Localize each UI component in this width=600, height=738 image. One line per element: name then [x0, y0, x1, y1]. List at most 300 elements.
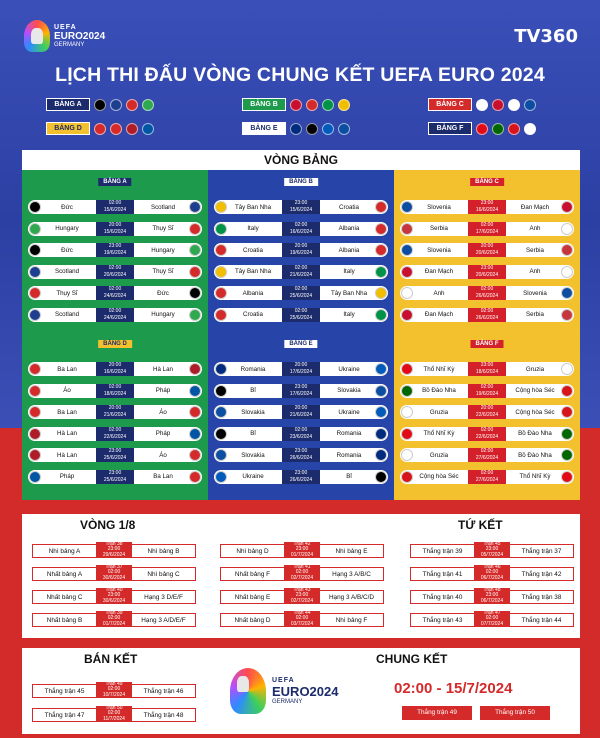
home-team: Slovakia — [241, 451, 265, 459]
away-team: Cộng hòa Séc — [515, 408, 555, 416]
knockout-match — [410, 587, 574, 604]
team-flag-icon — [561, 287, 573, 299]
euro-logo — [24, 20, 105, 52]
away-team: Đan Mạch — [520, 203, 550, 211]
match-date: 24/6/2024 — [103, 314, 127, 321]
match-date: 19/6/2024 — [289, 250, 313, 256]
home-team: Thổ Nhĩ Kỳ — [423, 365, 455, 373]
group-legend-label: BẢNG D — [46, 122, 90, 135]
away-team: Bồ Đào Nha — [518, 451, 552, 459]
away-team: Pháp — [155, 387, 171, 394]
match-number: Trận 41 — [293, 564, 311, 570]
team-left: Nhì bảng D — [236, 547, 269, 555]
team-flag-icon — [375, 266, 387, 278]
kickoff-time: 02:00 — [294, 307, 308, 314]
away-team: Pháp — [155, 430, 171, 437]
kickoff-time: 23:00 — [107, 546, 121, 553]
knockout-match — [220, 587, 384, 604]
final-team-1: Thắng trận 49 — [402, 706, 472, 720]
away-team: Slovakia — [337, 387, 361, 394]
team-flag-icon — [375, 428, 387, 440]
team-flag-icon — [215, 385, 227, 397]
match-time — [282, 405, 320, 419]
match-time — [282, 308, 320, 322]
flag-icon — [492, 99, 504, 111]
team-flag-icon — [29, 287, 41, 299]
page-title: LỊCH THI ĐẤU VÒNG CHUNG KẾT UEFA EURO 2024 — [55, 64, 545, 86]
match-date: 16/6/2024 — [475, 207, 499, 213]
home-team: Pháp — [59, 473, 75, 480]
match-date: 06/7/2024 — [480, 597, 504, 604]
team-flag-icon — [561, 385, 573, 397]
match-row — [28, 265, 202, 279]
match-time — [96, 308, 134, 322]
team-right: Thắng trận 44 — [521, 616, 562, 624]
match-date: 07/7/2024 — [480, 620, 504, 627]
match-info — [284, 565, 320, 581]
match-date: 06/7/2024 — [480, 574, 504, 581]
match-date: 19/6/2024 — [103, 250, 127, 256]
column-right — [394, 170, 580, 500]
away-team: Bồ Đào Nha — [518, 430, 552, 437]
match-info — [474, 611, 510, 627]
trophy-icon — [24, 20, 50, 52]
final-time: 02:00 - 15/7/2024 — [394, 680, 513, 697]
home-team: Slovakia — [241, 408, 265, 416]
kickoff-time: 20:00 — [294, 243, 308, 249]
team-right: Nhì bảng E — [335, 547, 368, 555]
home-team: Romania — [240, 365, 266, 373]
away-team: Tây Ban Nha — [330, 289, 368, 297]
match-time — [282, 265, 320, 279]
home-team: Hungary — [55, 225, 79, 232]
flag-icon — [322, 99, 334, 111]
match-row — [400, 384, 574, 398]
away-team: Serbia — [526, 246, 544, 254]
team-flag-icon — [375, 244, 387, 256]
away-team: Albania — [338, 246, 360, 254]
home-team: Bỉ — [250, 430, 256, 437]
match-info — [474, 588, 510, 604]
match-time — [282, 243, 320, 257]
team-right: Hạng 3 A/D/E/F — [141, 616, 186, 624]
match-date: 10/7/2024 — [102, 691, 126, 698]
away-team: Ba Lan — [153, 473, 173, 480]
kickoff-time: 23:00 — [480, 264, 494, 271]
group-stage-card — [22, 150, 580, 500]
team-right: Nhì bảng C — [147, 570, 180, 578]
kickoff-time: 23:00 — [294, 469, 308, 476]
match-time — [96, 222, 134, 236]
match-date: 16/6/2024 — [289, 228, 313, 235]
group-legend-label: BẢNG E — [242, 122, 286, 135]
match-date: 01/7/2024 — [102, 620, 126, 627]
team-flag-icon — [189, 266, 201, 278]
flag-icon — [508, 99, 520, 111]
kickoff-time: 02:00 — [485, 615, 499, 622]
away-team: Áo — [159, 408, 167, 416]
group-legend-label: BẢNG C — [428, 98, 472, 111]
logo-uefa: UEFA — [272, 677, 295, 684]
match-time — [96, 448, 134, 462]
team-flag-icon — [29, 244, 41, 256]
match-date: 18/6/2024 — [103, 390, 127, 397]
match-date: 01/7/2024 — [290, 551, 314, 558]
team-flag-icon — [561, 223, 573, 235]
match-time — [468, 265, 506, 279]
logo-euro: EURO2024 — [54, 31, 106, 42]
match-time — [468, 222, 506, 236]
match-row — [400, 243, 574, 257]
group-legend-item — [428, 122, 536, 135]
away-team: Scotland — [150, 203, 176, 211]
match-time — [468, 308, 506, 322]
team-right: Hạng 3 D/E/F — [144, 593, 183, 601]
match-date: 17/6/2024 — [289, 390, 313, 397]
kickoff-time: 23:00 — [480, 200, 494, 206]
flag-icon — [290, 123, 302, 135]
team-flag-icon — [401, 385, 413, 397]
match-row — [214, 286, 388, 300]
kickoff-time: 23:00 — [294, 200, 308, 206]
knockout-card — [22, 514, 580, 638]
knockout-match — [220, 564, 384, 581]
kickoff-time: 02:00 — [108, 383, 122, 390]
team-flag-icon — [401, 266, 413, 278]
match-row — [28, 243, 202, 257]
home-team: Scotland — [54, 311, 80, 318]
kickoff-time: 02:00 — [480, 383, 494, 390]
match-row — [28, 470, 202, 484]
team-flag-icon — [401, 244, 413, 256]
group-label: BẢNG C — [470, 178, 504, 186]
match-number: Trận 50 — [105, 705, 123, 711]
match-number: Trận 38 — [105, 541, 123, 547]
flag-icon — [306, 99, 318, 111]
kickoff-time: 02:00 — [107, 686, 121, 693]
kickoff-time: 20:00 — [480, 405, 494, 411]
match-date: 26/6/2024 — [475, 314, 499, 321]
team-flag-icon — [215, 266, 227, 278]
kickoff-time: 02:00 — [107, 569, 121, 576]
away-team: Slovenia — [523, 289, 547, 297]
match-info — [96, 542, 132, 558]
match-number: Trận 47 — [483, 610, 501, 616]
kickoff-time: 02:00 — [480, 221, 494, 228]
team-flag-icon — [189, 363, 201, 375]
team-flag-icon — [401, 223, 413, 235]
team-right: Hạng 3 A/B/C/D — [328, 593, 375, 601]
match-date: 21/6/2024 — [289, 271, 313, 278]
knockout-match — [410, 541, 574, 558]
match-time — [282, 222, 320, 236]
home-team: Ba Lan — [57, 408, 77, 416]
away-team: Croatia — [339, 203, 359, 211]
match-info — [96, 682, 132, 698]
home-team: Thụy Sĩ — [56, 289, 78, 297]
home-team: Đan Mạch — [424, 268, 454, 275]
team-flag-icon — [215, 449, 227, 461]
kickoff-time: 02:00 — [480, 469, 494, 476]
team-right: Thắng trận 37 — [521, 547, 562, 555]
team-left: Nhất bảng A — [46, 570, 83, 578]
kickoff-time: 23:00 — [107, 592, 121, 599]
match-info — [474, 542, 510, 558]
match-date: 22/6/2024 — [475, 433, 499, 440]
match-number: Trận 43 — [293, 587, 311, 593]
team-flag-icon — [561, 266, 573, 278]
knockout-match — [32, 610, 196, 627]
home-team: Gruzia — [429, 408, 449, 416]
final-card — [22, 648, 580, 734]
away-team: Gruzia — [525, 365, 545, 373]
match-date: 17/6/2024 — [289, 369, 313, 375]
match-time — [282, 286, 320, 300]
home-team: Đức — [61, 203, 73, 211]
team-left: Nhất bảng C — [46, 593, 83, 601]
group-legend-label: BẢNG F — [428, 122, 472, 135]
team-flag-icon — [189, 309, 201, 321]
kickoff-time: 20:00 — [480, 243, 494, 249]
away-team: Thổ Nhĩ Kỳ — [519, 473, 551, 480]
away-team: Thụy Sĩ — [152, 225, 174, 232]
home-team: Scotland — [54, 268, 80, 275]
team-flag-icon — [561, 309, 573, 321]
group-legend-item — [242, 98, 350, 111]
team-flag-icon — [561, 471, 573, 483]
match-row — [400, 470, 574, 484]
flag-icon — [338, 99, 350, 111]
match-info — [284, 588, 320, 604]
team-left: Nhất bảng B — [46, 616, 83, 624]
final-team-2: Thắng trận 50 — [480, 706, 550, 720]
match-date: 15/6/2024 — [103, 228, 127, 235]
match-time — [468, 200, 506, 214]
team-flag-icon — [29, 428, 41, 440]
logo-germany: GERMANY — [272, 699, 303, 705]
group-stage-title: VÒNG BẢNG — [263, 153, 338, 167]
flag-icon — [142, 99, 154, 111]
team-flag-icon — [29, 363, 41, 375]
match-row — [214, 448, 388, 462]
flag-icon — [290, 99, 302, 111]
away-team: Ukraine — [338, 408, 360, 416]
team-flag-icon — [561, 201, 573, 213]
team-left: Nhì bảng A — [48, 547, 81, 555]
team-flag-icon — [189, 201, 201, 213]
match-date: 16/6/2024 — [103, 369, 127, 375]
home-team: Anh — [433, 289, 445, 297]
home-team: Tây Ban Nha — [234, 203, 272, 211]
kickoff-time: 23:00 — [108, 469, 122, 476]
flag-icon — [94, 99, 106, 111]
flag-icon — [110, 99, 122, 111]
team-flag-icon — [189, 428, 201, 440]
knockout-match — [220, 541, 384, 558]
group-columns — [22, 170, 580, 500]
team-flag-icon — [401, 428, 413, 440]
match-date: 18/6/2024 — [475, 369, 499, 375]
match-row — [214, 265, 388, 279]
kickoff-time: 23:00 — [295, 546, 309, 553]
kickoff-time: 23:00 — [294, 448, 308, 454]
flag-icon — [524, 123, 536, 135]
home-team: Đan Mạch — [424, 311, 454, 318]
match-number: Trận 42 — [293, 541, 311, 547]
home-team: Italy — [247, 225, 259, 232]
home-team: Albania — [242, 289, 264, 297]
logo-germany: GERMANY — [54, 42, 85, 48]
kickoff-time: 02:00 — [294, 221, 308, 228]
match-date: 26/6/2024 — [475, 293, 499, 299]
kickoff-time: 02:00 — [295, 569, 309, 576]
team-left: Thắng trận 43 — [422, 616, 463, 624]
match-row — [28, 384, 202, 398]
match-row — [400, 265, 574, 279]
match-row — [214, 200, 388, 214]
team-flag-icon — [401, 471, 413, 483]
away-team: Albania — [338, 225, 360, 232]
kickoff-time: 23:00 — [480, 362, 494, 368]
match-date: 20/6/2024 — [475, 271, 499, 278]
group-legend-item — [46, 122, 154, 135]
match-row — [214, 308, 388, 322]
team-right: Thắng trận 46 — [143, 687, 184, 695]
match-date: 02/7/2024 — [290, 597, 314, 604]
brand-logo: TV360 — [514, 26, 578, 47]
team-flag-icon — [29, 223, 41, 235]
flag-icon — [338, 123, 350, 135]
team-flag-icon — [375, 385, 387, 397]
team-flag-icon — [561, 244, 573, 256]
match-info — [96, 588, 132, 604]
match-time — [96, 265, 134, 279]
away-team: Anh — [529, 268, 541, 275]
match-row — [400, 200, 574, 214]
away-team: Thụy Sĩ — [152, 268, 174, 275]
knockout-match — [32, 541, 196, 558]
team-flag-icon — [189, 223, 201, 235]
match-date: 25/6/2024 — [103, 476, 127, 483]
match-time — [96, 286, 134, 300]
away-team: Italy — [343, 311, 355, 318]
home-team: Áo — [63, 387, 71, 394]
home-team: Hà Lan — [57, 430, 77, 437]
kickoff-time: 02:00 — [108, 286, 122, 292]
team-flag-icon — [215, 471, 227, 483]
match-number: Trận 46 — [483, 564, 501, 570]
team-flag-icon — [189, 385, 201, 397]
match-info — [284, 542, 320, 558]
team-flag-icon — [215, 287, 227, 299]
team-left: Thắng trận 39 — [422, 547, 463, 555]
match-date: 15/6/2024 — [103, 207, 127, 213]
team-flag-icon — [375, 449, 387, 461]
match-date: 27/6/2024 — [475, 476, 499, 483]
kickoff-time: 23:00 — [108, 448, 122, 454]
qf-title: TỨ KẾT — [458, 518, 503, 532]
team-flag-icon — [215, 223, 227, 235]
team-flag-icon — [29, 201, 41, 213]
away-team: Bỉ — [346, 473, 352, 480]
match-row — [400, 222, 574, 236]
team-flag-icon — [189, 287, 201, 299]
kickoff-time: 02:00 — [107, 710, 121, 717]
team-flag-icon — [401, 449, 413, 461]
match-row — [28, 405, 202, 419]
match-number: Trận 48 — [483, 587, 501, 593]
column-left — [22, 170, 208, 500]
match-number: Trận 44 — [293, 610, 311, 616]
team-flag-icon — [401, 287, 413, 299]
match-row — [214, 362, 388, 376]
kickoff-time: 23:00 — [485, 546, 499, 553]
flag-icon — [476, 99, 488, 111]
sf-title: BÁN KẾT — [84, 652, 138, 666]
team-flag-icon — [401, 201, 413, 213]
group-legend-item — [242, 122, 350, 135]
flag-icon — [94, 123, 106, 135]
match-row — [214, 427, 388, 441]
kickoff-time: 20:00 — [108, 362, 122, 368]
match-time — [96, 384, 134, 398]
group-label: BẢNG F — [471, 340, 504, 348]
match-date: 15/6/2024 — [289, 207, 313, 213]
match-time — [282, 427, 320, 441]
match-date: 05/7/2024 — [480, 551, 504, 558]
trophy-icon — [230, 668, 266, 714]
match-date: 19/6/2024 — [475, 390, 499, 397]
match-time — [282, 470, 320, 484]
match-row — [214, 405, 388, 419]
team-left: Nhất bảng D — [234, 616, 271, 624]
match-date: 20/6/2024 — [103, 271, 127, 278]
group-label: BẢNG D — [98, 340, 132, 348]
match-date: 21/6/2024 — [103, 412, 127, 418]
team-flag-icon — [561, 363, 573, 375]
match-time — [96, 427, 134, 441]
team-flag-icon — [215, 309, 227, 321]
match-date: 11/7/2024 — [103, 715, 125, 722]
kickoff-time: 02:00 — [295, 615, 309, 622]
match-date: 26/6/2024 — [289, 455, 313, 461]
team-flag-icon — [215, 406, 227, 418]
team-right: Hạng 3 A/B/C — [332, 570, 371, 578]
match-row — [28, 222, 202, 236]
kickoff-time: 20:00 — [108, 221, 122, 228]
knockout-match — [32, 681, 196, 698]
away-team: Italy — [343, 268, 355, 275]
team-right: Thắng trận 48 — [143, 711, 184, 719]
group-label: BẢNG B — [284, 178, 318, 186]
group-legend — [0, 96, 600, 140]
kickoff-time: 02:00 — [480, 307, 494, 314]
kickoff-time: 02:00 — [480, 286, 494, 292]
kickoff-time: 20:00 — [294, 362, 308, 368]
team-flag-icon — [29, 471, 41, 483]
group-label: BẢNG A — [98, 178, 131, 186]
kickoff-time: 02:00 — [108, 200, 122, 206]
away-team: Ukraine — [338, 365, 360, 373]
team-flag-icon — [375, 309, 387, 321]
match-info — [474, 565, 510, 581]
match-number: Trận 45 — [483, 541, 501, 547]
away-team: Hà Lan — [153, 365, 173, 373]
match-info — [96, 565, 132, 581]
away-team: Áo — [159, 451, 167, 459]
match-date: 25/6/2024 — [289, 293, 313, 299]
flag-icon — [476, 123, 488, 135]
